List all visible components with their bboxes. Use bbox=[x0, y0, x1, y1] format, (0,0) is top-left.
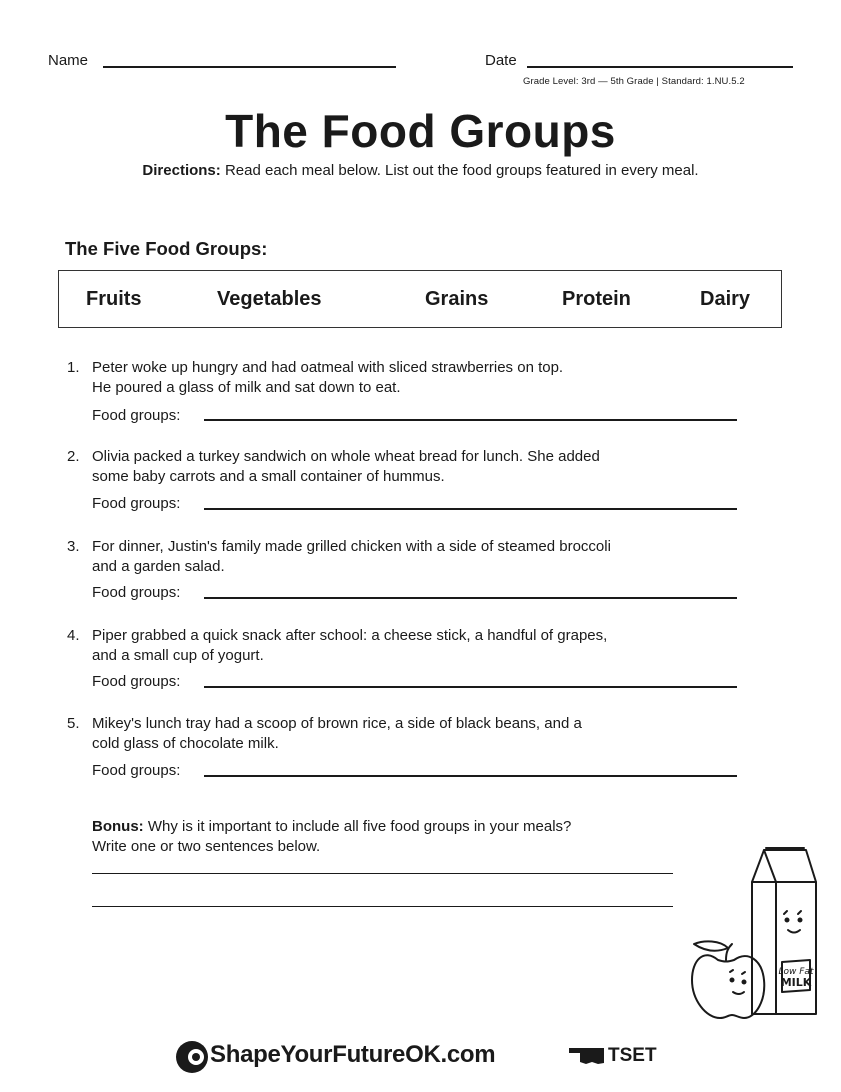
question-number: 2. bbox=[67, 448, 80, 465]
question-number: 4. bbox=[67, 627, 80, 644]
food-groups-box bbox=[58, 270, 782, 328]
grade-standard-info: Grade Level: 3rd — 5th Grade | Standard: 1.NU.5.2 bbox=[523, 76, 745, 87]
question-number: 5. bbox=[67, 715, 80, 732]
food-group-protein: Protein bbox=[562, 288, 631, 310]
question-text-line: Peter woke up hungry and had oatmeal with sliced strawberries on top. bbox=[92, 359, 564, 376]
question-number: 3. bbox=[67, 538, 80, 555]
food-groups-label: Food groups: bbox=[92, 407, 181, 424]
answer-line-2[interactable] bbox=[204, 508, 737, 510]
oklahoma-map-icon bbox=[568, 1046, 606, 1066]
question-text-line: some baby carrots and a small container of hummus. bbox=[92, 468, 445, 485]
footer-tset-label: TSET bbox=[608, 1045, 657, 1066]
question-text-line: He poured a glass of milk and sat down to eat. bbox=[92, 379, 401, 396]
bonus-text-line-2: Write one or two sentences below. bbox=[92, 838, 321, 855]
carton-text-top: Low Fat bbox=[778, 967, 814, 977]
question-text-line: Mikey's lunch tray had a scoop of brown rice, a side of black beans, and a bbox=[92, 715, 582, 732]
food-groups-label: Food groups: bbox=[92, 584, 181, 601]
question-number: 1. bbox=[67, 359, 80, 376]
answer-line-4[interactable] bbox=[204, 686, 737, 688]
date-label: Date bbox=[485, 52, 517, 69]
directions bbox=[0, 162, 841, 179]
answer-line-1[interactable] bbox=[204, 419, 737, 421]
question-text-line: and a small cup of yogurt. bbox=[92, 647, 264, 664]
food-groups-label: Food groups: bbox=[92, 762, 181, 779]
directions-lead: Directions: bbox=[142, 162, 221, 179]
food-groups-label: Food groups: bbox=[92, 495, 181, 512]
bonus-answer-line-2[interactable] bbox=[92, 906, 673, 907]
bonus-question bbox=[92, 817, 692, 857]
question-text-line: Olivia packed a turkey sandwich on whole wheat bread for lunch. She added bbox=[92, 448, 600, 465]
food-groups-label: Food groups: bbox=[92, 673, 181, 690]
milk-and-apple-illustration bbox=[686, 842, 826, 1024]
question-text-line: Piper grabbed a quick snack after school: a cheese stick, a handful of grapes, bbox=[92, 627, 608, 644]
bonus-text: Why is it important to include all five food groups in your meals? bbox=[143, 818, 572, 835]
answer-line-3[interactable] bbox=[204, 597, 737, 599]
page-title: The Food Groups bbox=[225, 105, 616, 157]
food-groups-heading: The Five Food Groups: bbox=[65, 238, 268, 259]
shape-your-future-logo-icon bbox=[175, 1040, 209, 1074]
milk-carton-icon bbox=[752, 848, 816, 1014]
question-text-line: cold glass of chocolate milk. bbox=[92, 735, 279, 752]
answer-line-5[interactable] bbox=[204, 775, 737, 777]
question-text-line: and a garden salad. bbox=[92, 558, 225, 575]
name-field[interactable] bbox=[103, 66, 396, 68]
food-group-vegetables: Vegetables bbox=[217, 288, 322, 310]
directions-text: Read each meal below. List out the food groups featured in every meal. bbox=[220, 162, 699, 179]
food-group-dairy: Dairy bbox=[700, 288, 751, 310]
footer-site-name: ShapeYourFutureOK.com bbox=[210, 1041, 496, 1068]
date-field[interactable] bbox=[527, 66, 793, 68]
food-group-fruits: Fruits bbox=[86, 288, 142, 310]
food-group-grains: Grains bbox=[425, 288, 489, 310]
apple-icon bbox=[692, 941, 764, 1018]
question-text-line: For dinner, Justin's family made grilled chicken with a side of steamed broccoli bbox=[92, 538, 611, 555]
bonus-lead: Bonus: bbox=[92, 818, 144, 835]
bonus-answer-line-1[interactable] bbox=[92, 873, 673, 874]
carton-text-bottom: MILK bbox=[780, 976, 812, 989]
name-label: Name bbox=[48, 52, 89, 69]
